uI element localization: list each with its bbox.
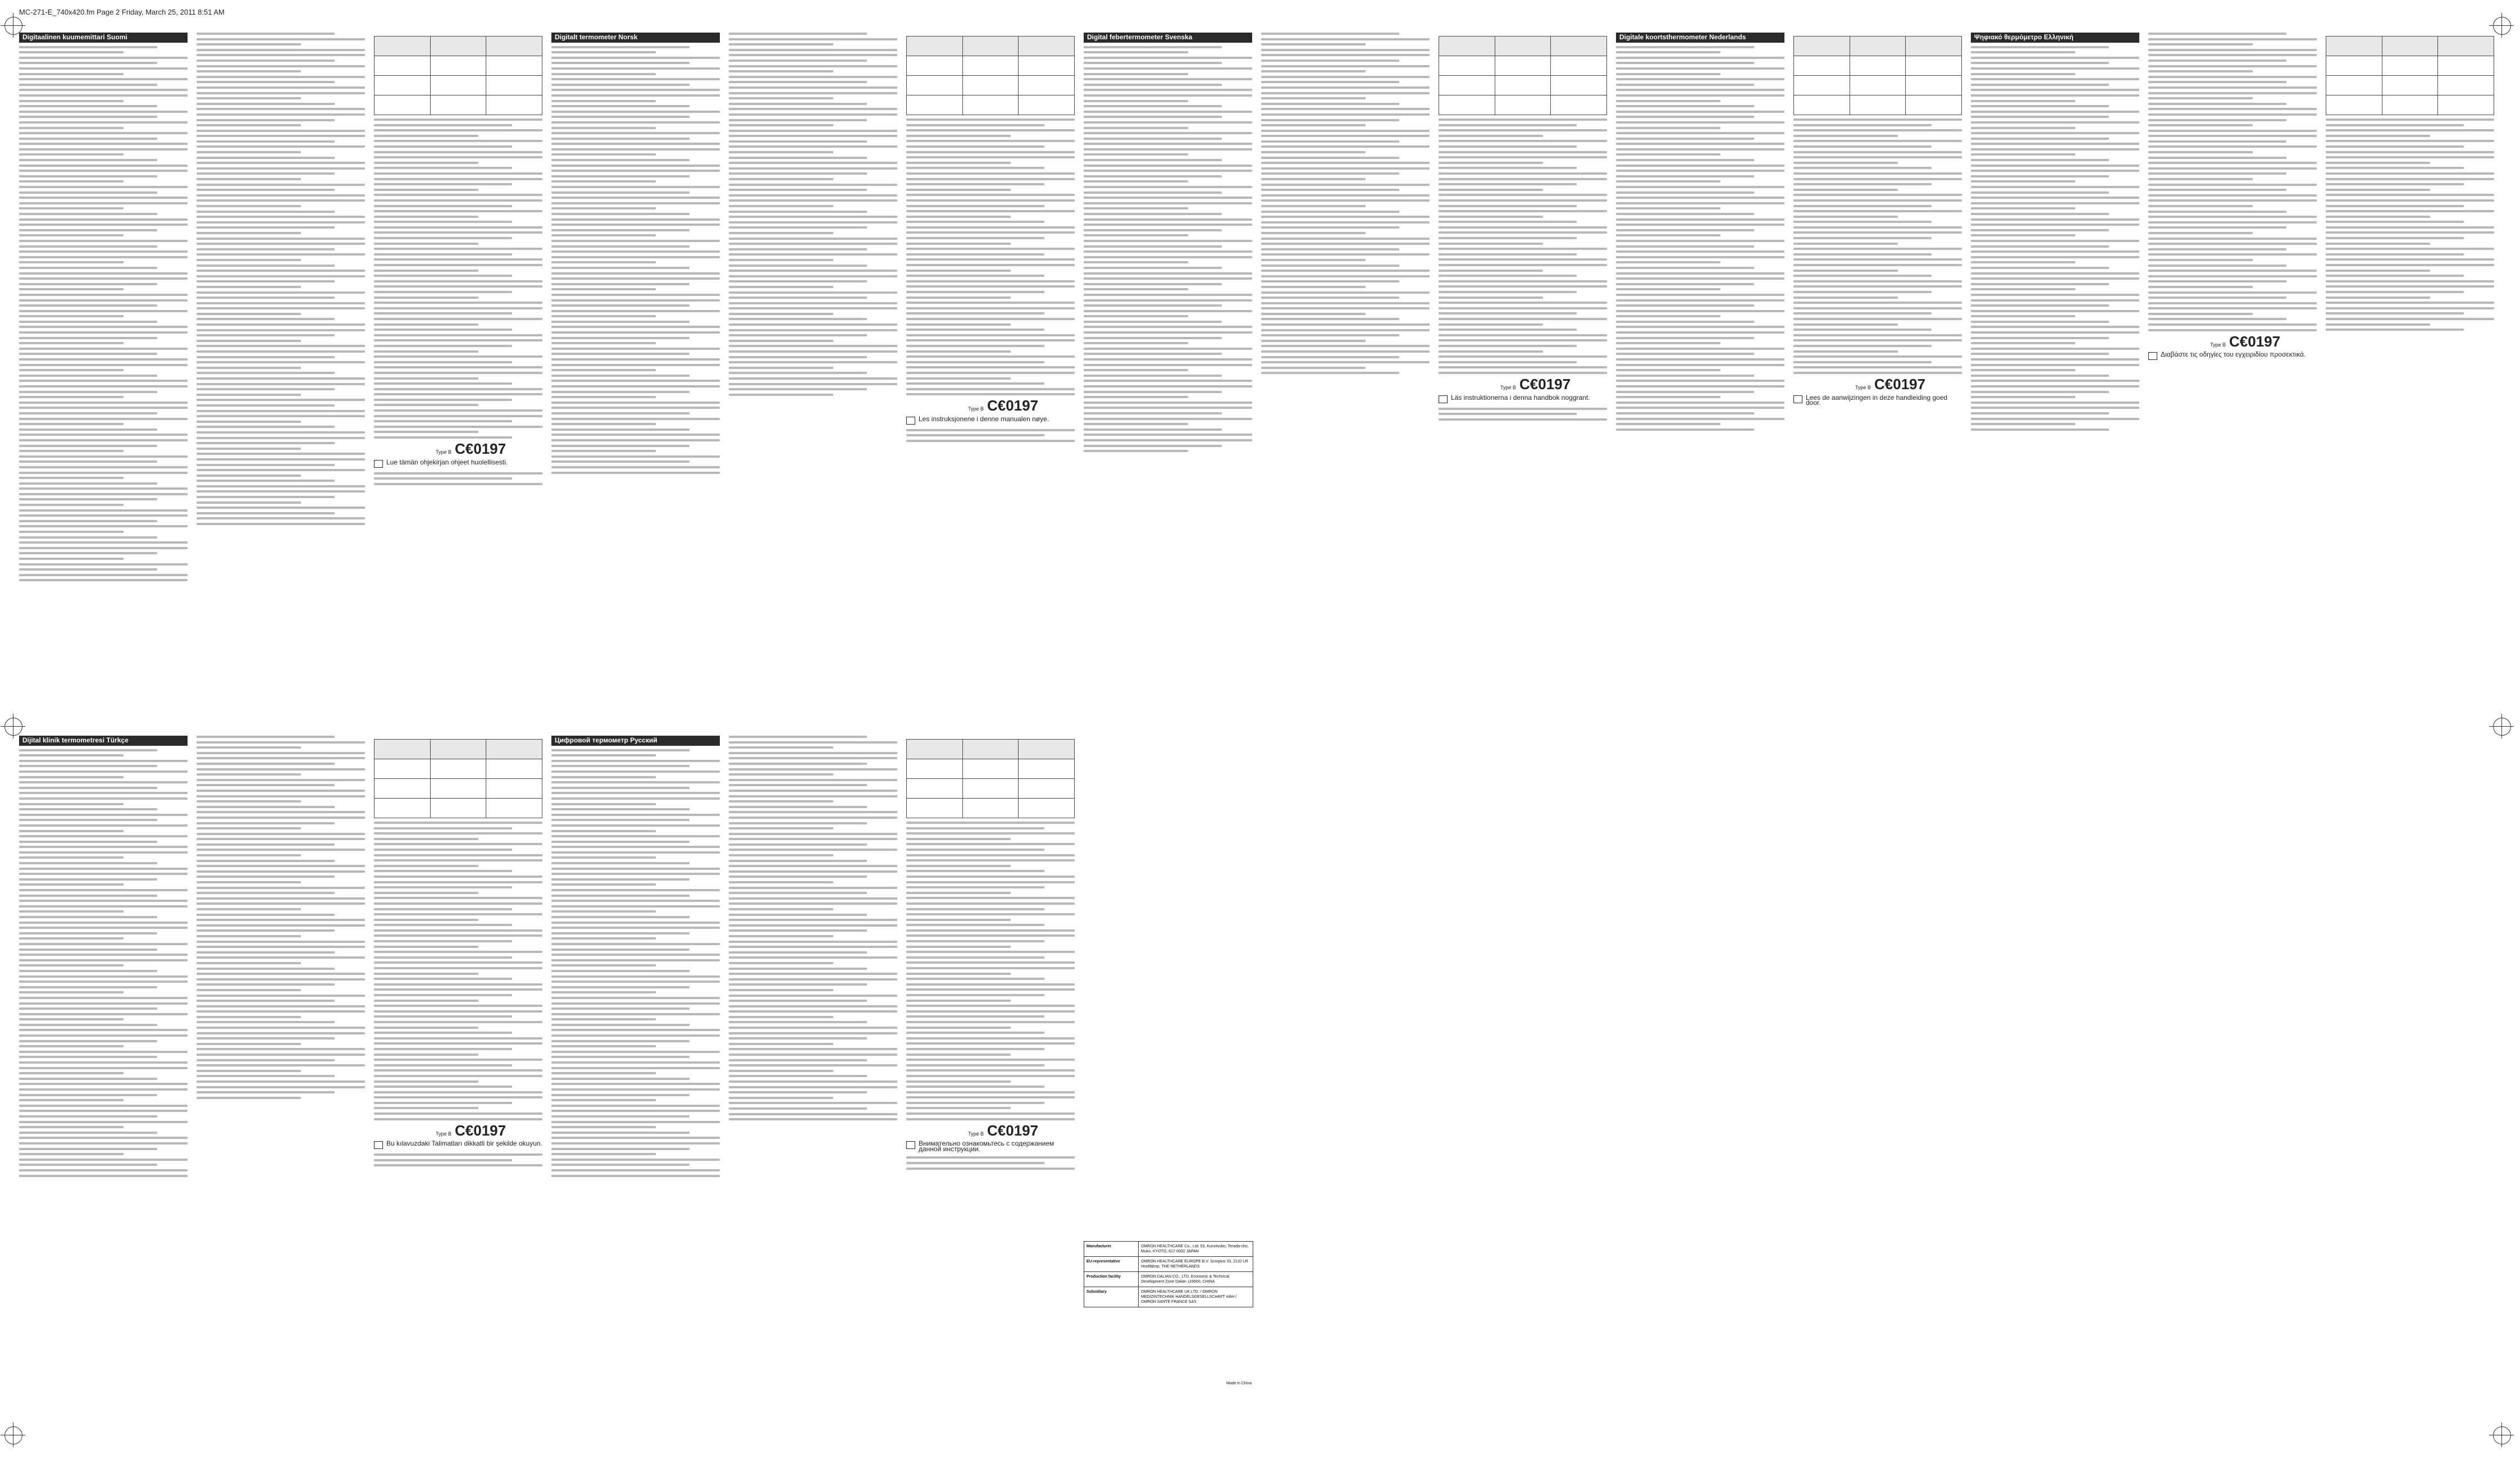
manual-column-fi [19, 33, 188, 735]
manual-column-nl-2 [1793, 33, 1962, 735]
read-manual-notice: Lue tämän ohjekirjan ohjeet huolellisesti. [374, 460, 542, 468]
top-sheet [19, 33, 2501, 735]
book-icon [374, 460, 383, 468]
manufacturer-row: Manufacturer OMRON HEALTHCARE Co., Ltd. 53, Kunotsubo, Terada-cho, Muko, KYOTO, 617-0002 JAPAN [1084, 1242, 1253, 1257]
manual-column-ru-2 [729, 736, 897, 1438]
manual-column-fi-3 [374, 33, 542, 735]
section-title: Digitaalinen kuumemittari Suomi [19, 33, 188, 43]
book-icon [1793, 395, 1802, 403]
book-icon [1439, 395, 1448, 403]
manual-column-no-3 [906, 33, 1075, 735]
ce-mark: Type B C€0197 [436, 1121, 506, 1139]
manual-column-tr-2 [197, 736, 365, 1438]
read-manual-notice: Διαβάστε τις οδηγίες του εγχειριδίου προσεκτικά. [2148, 352, 2317, 360]
manufacturer-table [1084, 1241, 1253, 1307]
bottom-sheet [19, 736, 2501, 1438]
manual-column-ru [551, 736, 720, 1438]
book-icon [2148, 352, 2157, 360]
ce-mark: Type B C€0197 [436, 440, 506, 458]
made-in-label: Made in China [1226, 1382, 1252, 1385]
manual-column-nl [1616, 33, 1784, 735]
section-title: Digitale koortsthermometer Nederlands [1616, 33, 1784, 43]
manual-column-fi-2 [197, 33, 365, 735]
read-manual-notice: Les instruksjonene i denne manualen nøye. [906, 417, 1075, 425]
manual-column-el-3 [2326, 33, 2494, 735]
error-table [906, 739, 1075, 818]
manual-column-sv-3 [1439, 33, 1607, 735]
section-title: Цифровой термометр Русский [551, 736, 720, 746]
read-manual-notice: Lees de aanwijzingen in deze handleiding goed door. [1793, 395, 1962, 406]
ce-mark: Type B C€0197 [1855, 375, 1926, 393]
error-table [374, 739, 542, 818]
eu-rep-row: EU-representative OMRON HEALTHCARE EUROPE B.V. Scorpius 33, 2132 LR Hoofddorp, THE NETHERLANDS [1084, 1257, 1253, 1272]
book-icon [906, 1141, 915, 1149]
subsidiary-row: Subsidiary OMRON HEALTHCARE UK LTD. / OMRON MEDIZINTECHNIK HANDELSGESELLSCHAFT mbH / OMRON SANTÉ FRANCE SAS [1084, 1287, 1253, 1307]
error-table [1793, 36, 1962, 115]
ce-mark: Type B C€0197 [968, 397, 1039, 414]
production-row: Production facility OMRON DALIAN CO., LTD. Economic & Technical Development Zone Dalian 116600, CHINA [1084, 1272, 1253, 1287]
manual-column-el [1971, 33, 2139, 735]
book-icon [374, 1141, 383, 1149]
manual-column-el-2 [2148, 33, 2317, 735]
section-title: Digitalt termometer Norsk [551, 33, 720, 43]
ce-mark: Type B C€0197 [968, 1121, 1039, 1139]
manual-column-no [551, 33, 720, 735]
error-table [374, 36, 542, 115]
print-header: MC-271-E_740x420.fm Page 2 Friday, March 25, 2011 8:51 AM [19, 8, 225, 16]
error-table [1439, 36, 1607, 115]
read-manual-notice: Bu kılavuzdaki Talimatları dikkatli bir şekilde okuyun. [374, 1141, 542, 1149]
section-title: Digital febertermometer Svenska [1084, 33, 1252, 43]
manual-column-tr [19, 736, 188, 1438]
error-table [2326, 36, 2494, 115]
section-title: Ψηφιακό θερμόμετρο Ελληνική [1971, 33, 2139, 43]
error-table [906, 36, 1075, 115]
manual-column-no-2 [729, 33, 897, 735]
manual-column-sv [1084, 33, 1252, 735]
read-manual-notice: Läs instruktionerna i denna handbok noggrant. [1439, 395, 1607, 403]
manual-column-tr-3 [374, 736, 542, 1438]
book-icon [906, 417, 915, 425]
read-manual-notice: Внимательно ознакомьтесь с содержанием данной инструкции. [906, 1141, 1075, 1152]
ce-mark: Type B C€0197 [2210, 332, 2281, 350]
manual-column-ru-3 [906, 736, 1075, 1438]
ce-mark: Type B C€0197 [1500, 375, 1571, 393]
manual-column-sv-2 [1261, 33, 1430, 735]
section-title: Dijital klinik termometresi Türkçe [19, 736, 188, 746]
